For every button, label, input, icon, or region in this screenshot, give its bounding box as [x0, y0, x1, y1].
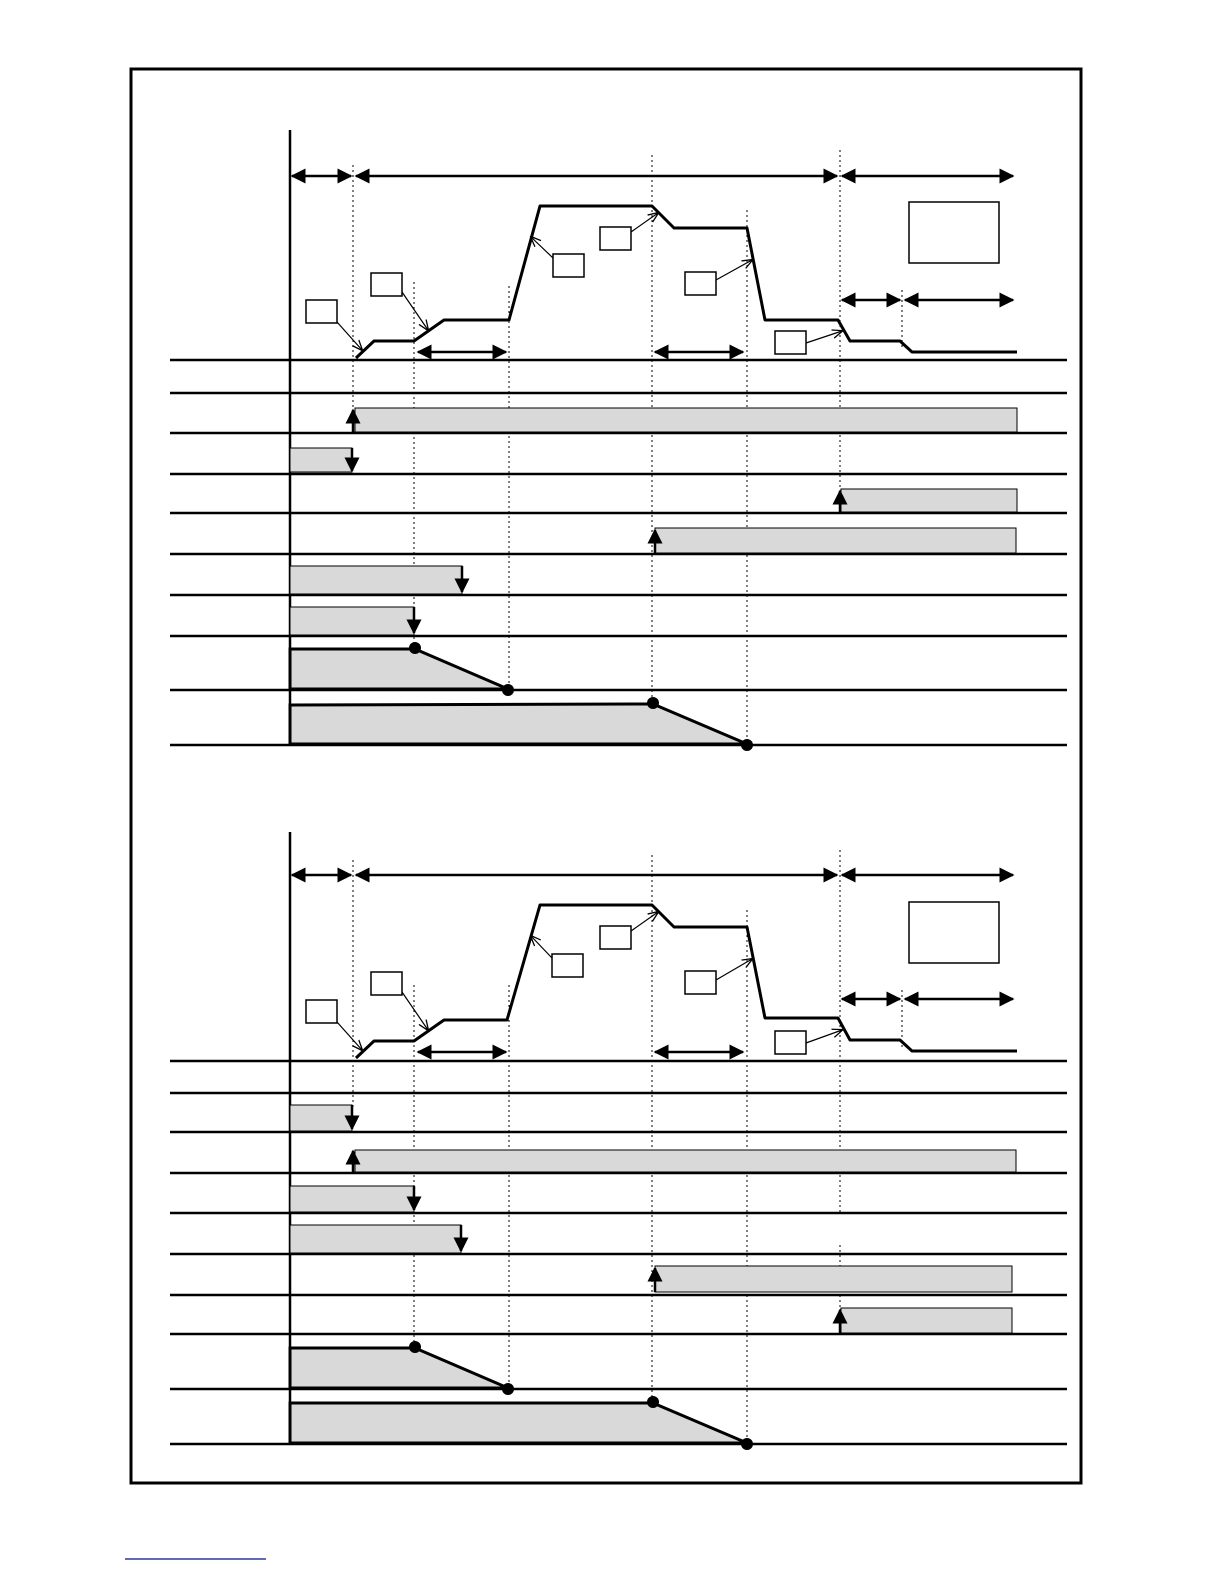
signal-bar: [290, 566, 462, 594]
label-box: [775, 331, 806, 354]
label-box: [600, 227, 631, 250]
signal-bar: [655, 1266, 1012, 1292]
signal-bar: [355, 1150, 1016, 1172]
signal-bar: [290, 607, 414, 635]
signal-bar: [290, 1105, 352, 1131]
label-box: [553, 254, 584, 277]
label-box: [685, 971, 716, 994]
signal-bar: [355, 408, 1017, 432]
label-box: [775, 1031, 806, 1054]
ramp-signal: [290, 1403, 747, 1443]
upper-panel: [170, 130, 1067, 751]
ramp-signal: [290, 704, 747, 744]
signal-bar: [290, 448, 352, 472]
signal-bar: [290, 1225, 461, 1253]
lower-panel: [170, 832, 1067, 1450]
label-box: [685, 272, 716, 295]
label-box: [600, 926, 631, 949]
label-box: [371, 972, 402, 995]
legend-box: [909, 202, 999, 263]
signal-bar: [290, 1186, 414, 1212]
label-box: [306, 300, 337, 323]
ramp-signal: [290, 649, 508, 689]
label-box: [306, 1000, 337, 1023]
signal-bar: [841, 489, 1017, 512]
legend-box: [909, 902, 999, 963]
label-box: [371, 273, 402, 296]
ramp-signal: [290, 1348, 508, 1388]
label-box: [552, 954, 583, 977]
signal-bar: [841, 1308, 1012, 1333]
signal-bar: [655, 528, 1016, 553]
